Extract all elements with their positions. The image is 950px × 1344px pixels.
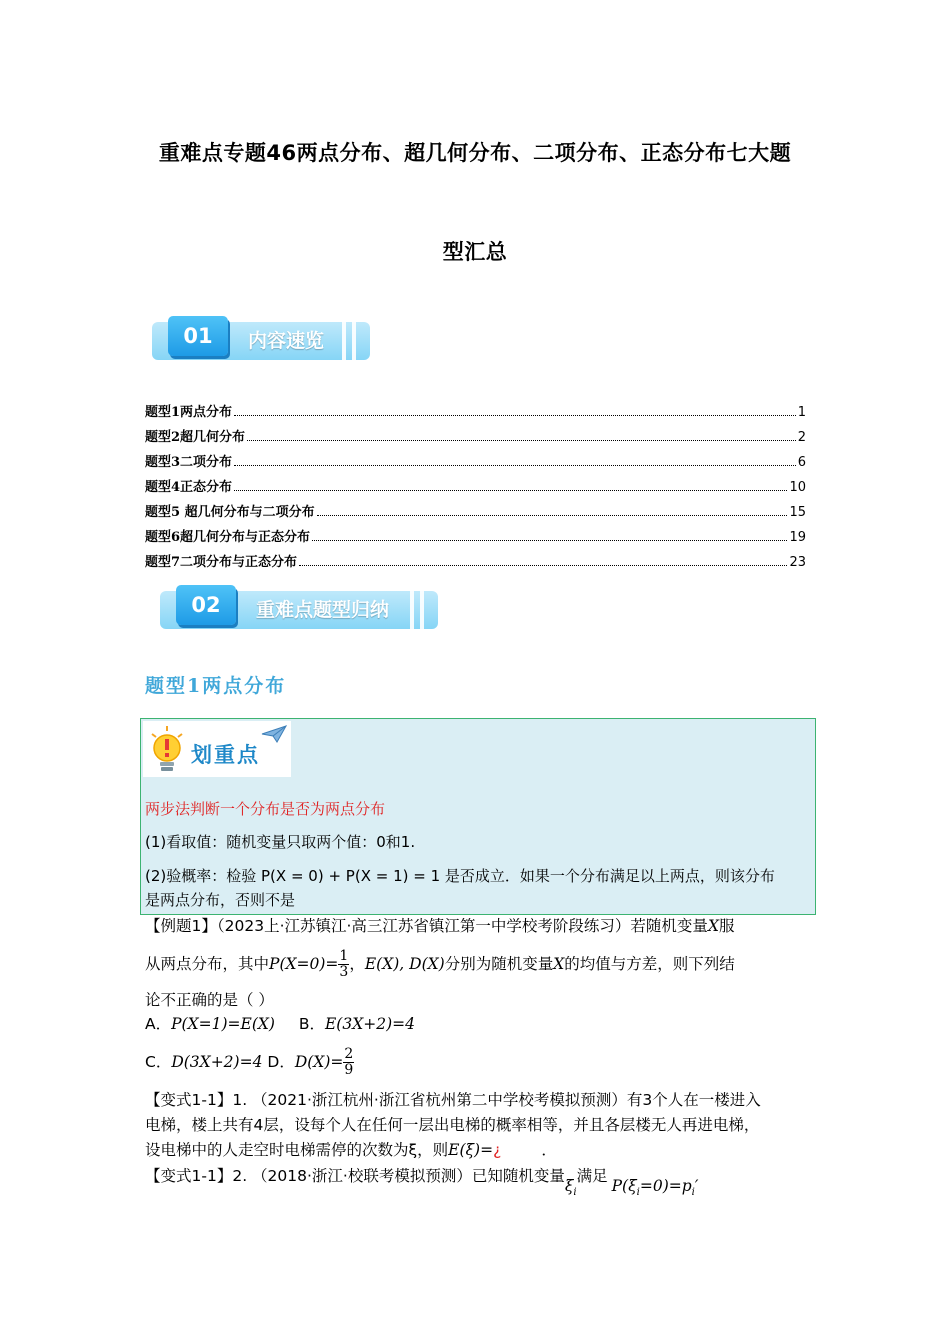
document-title-line2: 型汇总 — [442, 240, 508, 264]
option-c[interactable]: C．D(3X+2)=4 — [145, 1053, 263, 1071]
variant-2-line1: 【变式1-1】2. （2018·浙江·校联考模拟预测）已知随机变量$\xi_i$满足$P(\xi_i=0)=p_i'$ — [145, 1167, 699, 1199]
section-heading: 题型1两点分布 — [145, 675, 287, 697]
toc-item-5[interactable]: 题型5 超几何分布与二项分布 15 — [145, 505, 806, 520]
paper-plane-icon — [261, 725, 287, 743]
example-1-line2: 从两点分布，其中P(X=0)= $\frac{1}{3}$ ，E(X), D(X)分别为随机变量X的均值与方差，则下列结 — [145, 948, 735, 980]
banner-label: 重难点题型归纳 — [256, 599, 390, 621]
banner-number: 01 — [168, 316, 228, 356]
key-point-badge — [143, 721, 291, 777]
key-point-title: 两步法判断一个分布是否为两点分布 — [145, 800, 386, 818]
banner-key-types — [160, 585, 440, 631]
option-d[interactable]: D．D(X)= $\frac{2}{9}$ — [267, 1046, 354, 1078]
document-title-line1: 重难点专题46两点分布、超几何分布、二项分布、正态分布七大题 — [158, 141, 792, 165]
variant-1-line1: 【变式1-1】1. （2021·浙江杭州·浙江省杭州第二中学校考模拟预测）有3个人在一楼进入 — [145, 1091, 761, 1109]
key-point-step2: (2)验概率：检验 P(X = 0) + P(X = 1) = 1 是否成立．如果一个分布满足以上两点，则该分布 — [145, 867, 775, 885]
variant-1-line3: 设电梯中的人走空时电梯需停的次数为ξ，则E(ξ)=¿ ． — [145, 1141, 557, 1159]
key-point-step1: (1)看取值：随机变量只取两个值：0和1. — [145, 833, 416, 851]
toc-item-7[interactable]: 题型7二项分布与正态分布 23 — [145, 555, 806, 570]
key-point-step2-cont: 是两点分布，否则不是 — [145, 891, 296, 909]
key-point-box — [140, 718, 816, 915]
toc-item-3[interactable]: 题型3二项分布 6 — [145, 455, 806, 470]
example-1-line1: 【例题1】（2023上·江苏镇江·高三江苏省镇江第一中学校考阶段练习）若随机变量X服 — [145, 917, 735, 935]
example-1-options-cd — [145, 1042, 815, 1082]
banner-number: 02 — [176, 585, 236, 625]
fraction-one-third: $\frac{1}{3}$ — [339, 948, 349, 980]
variant-1-line2: 电梯，楼上共有4层，设每个人在任何一层出电梯的概率相等，并且各层楼无人再进电梯， — [145, 1116, 760, 1134]
option-a[interactable]: A．P(X=1)=E(X) — [145, 1015, 275, 1033]
toc-item-1[interactable]: 题型1两点分布 1 — [145, 405, 806, 420]
example-1-line3: 论不正确的是（ ） — [145, 991, 274, 1009]
lightbulb-icon — [147, 724, 187, 776]
banner-content-overview — [152, 316, 372, 362]
option-b[interactable]: B．E(3X+2)=4 — [298, 1015, 415, 1033]
toc-item-2[interactable]: 题型2超几何分布 2 — [145, 430, 806, 445]
fraction-two-ninths: $\frac{2}{9}$ — [344, 1046, 354, 1078]
example-1-options-ab — [145, 1012, 815, 1037]
banner-label: 内容速览 — [248, 330, 325, 352]
toc-item-4[interactable]: 题型4正态分布 10 — [145, 480, 806, 495]
toc-item-6[interactable]: 题型6超几何分布与正态分布 19 — [145, 530, 806, 545]
badge-text: 划重点 — [191, 742, 260, 767]
